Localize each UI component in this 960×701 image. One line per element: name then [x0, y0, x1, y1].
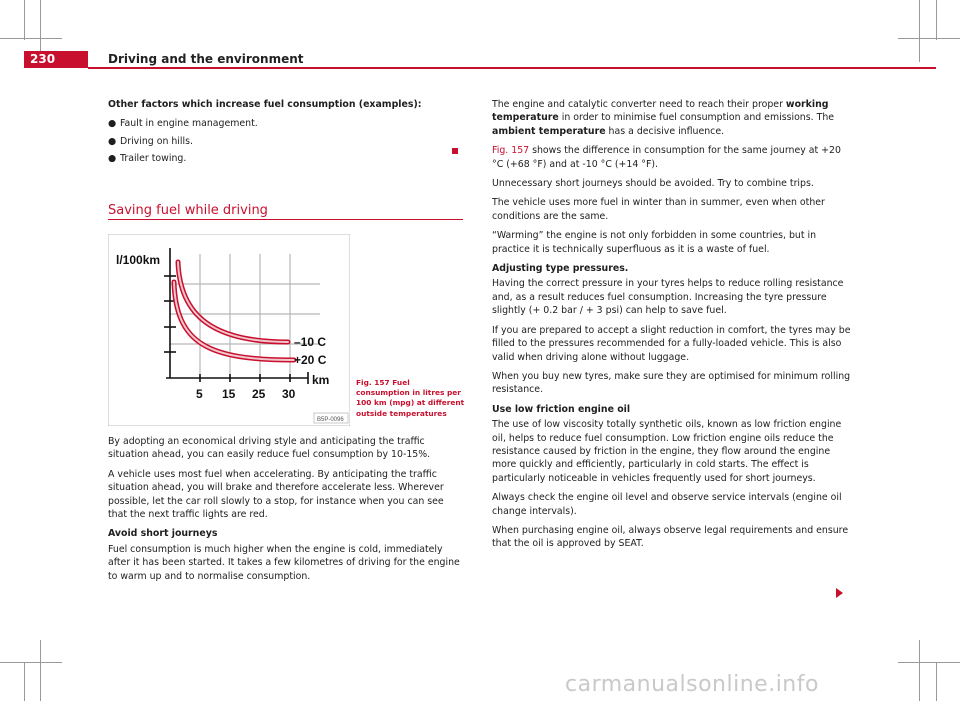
emphasis: working temperature	[492, 99, 829, 124]
left-column-top	[108, 98, 463, 170]
crop-mark	[0, 38, 62, 39]
bullet-icon: ●	[108, 118, 117, 130]
paragraph: The use of low viscosity totally synthetic oils, known as low friction engine oil, helps to reduce fuel consumption. Low friction engine oils reduce the resistance caused by friction in the engine, they flow around the engine more quickly and efficiently, particularly in cold starts. The effect is particularly noticeable in vehicles frequently used for short journeys.	[492, 419, 842, 484]
list-item: ● Fault in engine management.	[108, 118, 258, 130]
series-label: +20 C	[294, 353, 327, 367]
figure-code: B5P-0096	[317, 417, 344, 423]
page-number: 230	[30, 52, 56, 66]
paragraph: Fuel consumption is much higher when the engine is cold, immediately after it has been started. It takes a few kilometres of driving for the engine to warm up and to normalise consumption.	[108, 543, 460, 582]
factors-list	[108, 117, 463, 165]
x-tick-label: 25	[252, 387, 266, 401]
paragraph: When purchasing engine oil, always observe legal requirements and ensure that the oil is approved by SEAT.	[492, 524, 849, 550]
section-end-marker	[452, 148, 458, 154]
series-label: –10 C	[294, 335, 327, 349]
oil-heading: Use low friction engine oil	[492, 403, 631, 415]
list-item: ● Trailer towing.	[108, 153, 187, 165]
crop-mark	[898, 662, 960, 663]
paragraph: By adopting an economical driving style and anticipating the traffic situation ahead, you can easily reduce fuel consumption by 10-15%.	[108, 436, 431, 461]
figure-reference-link[interactable]: Fig. 157	[492, 145, 530, 157]
avoid-heading: Avoid short journeys	[108, 528, 218, 540]
paragraph: “Warming” the engine is not only forbidden in some countries, but in practice it is technically superfluous as it is a waste of fuel.	[492, 230, 817, 255]
tyre-heading: Adjusting type pressures.	[492, 263, 629, 275]
figure-caption: Fig. 157 Fuel consumption in litres per 100 km (mpg) at different outside temperatures	[356, 378, 465, 418]
x-tick-label: 5	[196, 387, 203, 401]
right-column	[492, 98, 852, 557]
crop-mark	[919, 640, 920, 701]
paragraph: The engine and catalytic converter need to reach their proper working temperature in order to minimise fuel consumption and emissions. The ambient temperature has a decisive influence.	[492, 99, 835, 137]
list-item: ● Driving on hills.	[108, 135, 193, 147]
x-tick-label: 15	[222, 387, 236, 401]
figure-fuel-consumption	[108, 234, 350, 426]
crop-mark	[0, 662, 62, 663]
left-column-bottom	[108, 435, 463, 589]
crop-mark	[898, 38, 960, 39]
header-rule	[88, 67, 936, 69]
other-factors-heading: Other factors which increase fuel consumption (examples):	[108, 99, 422, 110]
emphasis: ambient temperature	[492, 125, 606, 137]
paragraph: Fig. 157 shows the difference in consumption for the same journey at +20 °C (+68 °F) and at -10 °C (+14 °F).	[492, 145, 841, 170]
x-axis-unit: km	[312, 373, 330, 387]
chapter-title: Driving and the environment	[108, 52, 304, 66]
paragraph: The vehicle uses more fuel in winter than in summer, even when other conditions are the same.	[492, 197, 825, 222]
y-axis-unit: l/100km	[116, 253, 161, 267]
paragraph: If you are prepared to accept a slight reduction in comfort, the tyres may be filled to the pressures recommended for a fully-loaded vehicle. This is also valid when driving alone without luggage.	[492, 324, 851, 363]
section-title: Saving fuel while driving	[108, 203, 268, 218]
x-tick-label: 30	[282, 387, 296, 401]
bullet-icon: ●	[108, 153, 117, 165]
bullet-icon: ●	[108, 135, 117, 147]
continue-arrow-icon	[836, 588, 843, 598]
section-rule	[108, 219, 463, 220]
consumption-diagram	[108, 234, 350, 426]
watermark: carmanualsonline.info	[565, 672, 819, 697]
paragraph: Always check the engine oil level and observe service intervals (engine oil change intervals).	[492, 492, 842, 517]
crop-mark	[936, 662, 937, 701]
paragraph: When you buy new tyres, make sure they are optimised for minimum rolling resistance.	[492, 370, 851, 396]
paragraph: Having the correct pressure in your tyres helps to reduce rolling resistance and, as a result reduces fuel consumption. Increasing the tyre pressure slightly (+ 0.2 bar / + 3 psi) can help to save fuel.	[492, 278, 844, 317]
paragraph: A vehicle uses most fuel when accelerating. By anticipating the traffic situation ahead, you will brake and therefore accelerate less. Wherever possible, let the car roll slowly to a stop, for instance when you can see that the next traffic lights are red.	[108, 468, 444, 521]
crop-mark	[936, 0, 937, 40]
crop-mark	[24, 662, 25, 701]
crop-mark	[919, 0, 920, 62]
paragraph: Unnecessary short journeys should be avoided. Try to combine trips.	[492, 178, 814, 190]
crop-mark	[40, 640, 41, 701]
crop-mark	[24, 0, 25, 40]
